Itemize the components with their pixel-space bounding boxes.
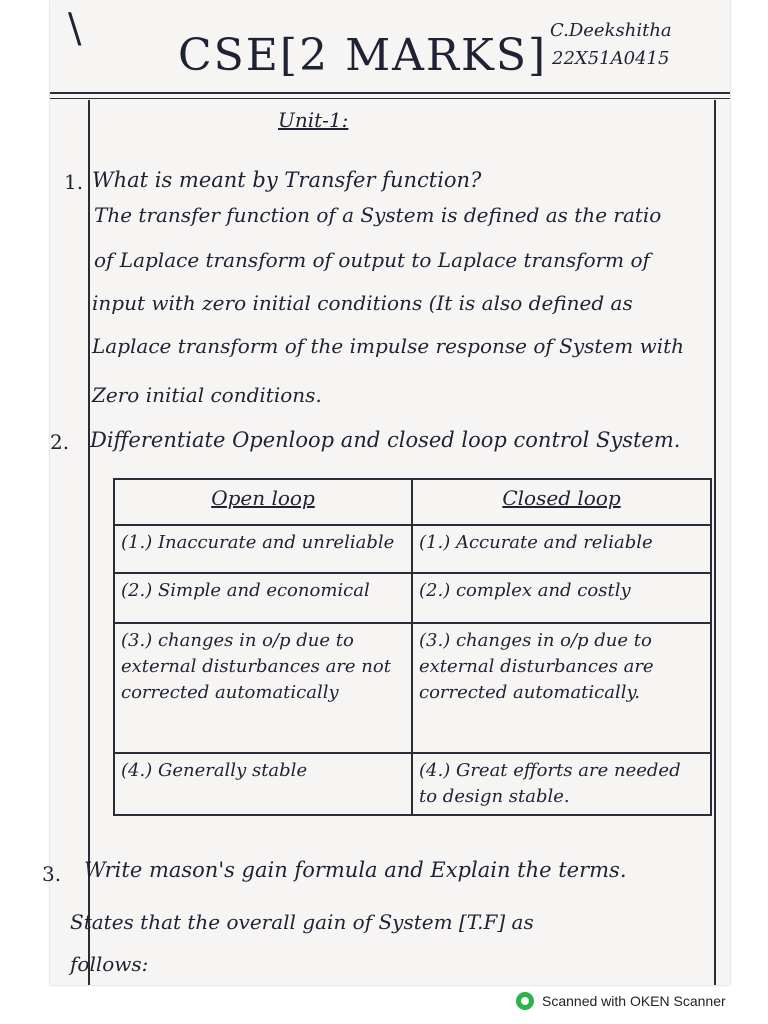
header-closed-loop: Closed loop	[412, 479, 711, 525]
table-cell: (1.) Inaccurate and unreliable	[114, 525, 412, 573]
notebook-page	[42, 0, 730, 985]
q1-answer-line: of Laplace transform of output to Laplace transform of	[94, 248, 650, 272]
scanner-watermark	[516, 990, 726, 1012]
table-cell: (1.) Accurate and reliable	[412, 525, 711, 573]
table-cell: (4.) Generally stable	[114, 753, 412, 815]
table-row	[114, 525, 711, 573]
q3-question: Write mason's gain formula and Explain the terms.	[84, 858, 627, 882]
author-name: C.Deekshitha	[550, 20, 672, 41]
table-cell: (4.) Great efforts are needed to design stable.	[412, 753, 711, 815]
header-rule	[50, 92, 730, 94]
q3-answer-line: States that the overall gain of System [T.F] as	[70, 910, 534, 934]
table-header-row	[114, 479, 711, 525]
q1-answer-line: input with zero initial conditions (It is also defined as	[92, 291, 633, 315]
table-cell: (2.) complex and costly	[412, 573, 711, 623]
comparison-table	[113, 478, 712, 816]
tick-mark: \	[68, 6, 82, 52]
margin-line-left	[88, 100, 90, 985]
header-rule-thin	[50, 98, 730, 99]
q2-number: 2.	[50, 430, 70, 454]
table-row	[114, 623, 711, 753]
unit-heading: Unit-1:	[278, 108, 349, 132]
q3-number: 3.	[42, 862, 62, 886]
q1-answer-line: Laplace transform of the impulse response of System with	[92, 334, 685, 358]
q3-answer-line: follows:	[70, 952, 149, 976]
scanner-logo-icon	[516, 992, 534, 1010]
table-cell: (2.) Simple and economical	[114, 573, 412, 623]
q1-question: What is meant by Transfer function?	[92, 168, 482, 192]
table-cell: (3.) changes in o/p due to external disturbances are corrected automatically.	[412, 623, 711, 753]
scanner-text: Scanned with OKEN Scanner	[542, 993, 726, 1009]
table-row	[114, 753, 711, 815]
page-title: CSE[2 MARKS]	[178, 30, 548, 81]
table-row	[114, 573, 711, 623]
table-cell: (3.) changes in o/p due to external disturbances are not corrected automatically	[114, 623, 412, 753]
q2-question: Differentiate Openloop and closed loop control System.	[90, 428, 681, 452]
roll-number: 22X51A0415	[552, 48, 670, 69]
margin-line-right	[714, 100, 716, 985]
q1-number: 1.	[64, 170, 84, 194]
header-open-loop: Open loop	[114, 479, 412, 525]
q1-answer-line: The transfer function of a System is defined as the ratio	[94, 203, 662, 227]
q1-answer-line: Zero initial conditions.	[92, 383, 322, 407]
